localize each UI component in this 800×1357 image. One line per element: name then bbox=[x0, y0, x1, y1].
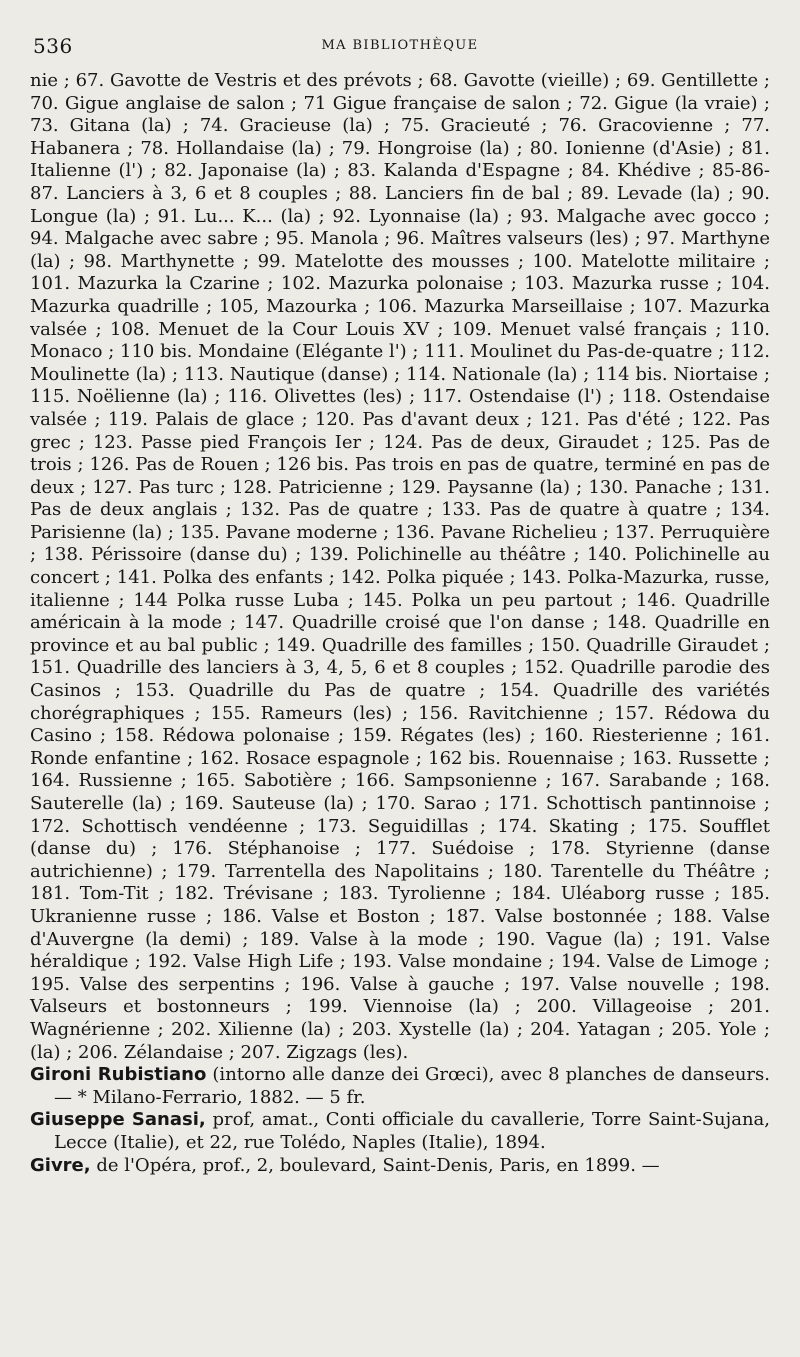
entry-name: Giuseppe Sanasi, bbox=[30, 1109, 206, 1131]
entry-text: prof, amat., Conti officiale du cavallerie, Torre Saint-Sujana, Lecce (Italie), et 22, rue Tolédo, Naples (Italie), 1894. bbox=[54, 1109, 770, 1153]
dance-list-paragraph: nie ; 67. Gavotte de Vestris et des prévots ; 68. Gavotte (vieille) ; 69. Gentillette ; 70. Gigue anglaise de salon ; 71 Gigue française de salon ; 72. Gigue (la vraie) ; 73. Gitana (la) ; 74. Gracieuse (la) ; 75. Gracieuté ; 76. Gracovienne ; 77. Habanera ; 78. Hollandaise (la) ; 79. Hongroise (la) ; 80. Ionienne (d'Asie) ; 81. Italienne (l') ; 82. Japonaise (la) ; 83. Kalanda d'Espagne ; 84. Khédive ; 85-86-87. Lanciers à 3, 6 et 8 couples ; 88. Lanciers fin de bal ; 89. Levade (la) ; 90. Longue (la) ; 91. Lu... K... (la) ; 92. Lyonnaise (la) ; 93. Malgache avec gocco ; 94. Malgache avec sabre ; 95. Manola ; 96. Maîtres valseurs (les) ; 97. Marthyne (la) ; 98. Marthynette ; 99. Matelotte des mousses ; 100. Matelotte militaire ; 101. Mazurka la Czarine ; 102. Mazurka polonaise ; 103. Mazurka russe ; 104. Mazurka quadrille ; 105, Mazourka ; 106. Mazurka Marseillaise ; 107. Mazurka valsée ; 108. Menuet de la Cour Louis XV ; 109. Menuet valsé français ; 110. Monaco ; 110 bis. Mondaine (Elégante l') ; 111. Moulinet du Pas-de-quatre ; 112. Moulinette (la) ; 113. Nautique (danse) ; 114. Nationale (la) ; 114 bis. Niortaise ; 115. Noëlienne (la) ; 116. Olivettes (les) ; 117. Ostendaise (l') ; 118. Ostendaise valsée ; 119. Palais de glace ; 120. Pas d'avant deux ; 121. Pas d'été ; 122. Pas grec ; 123. Passe pied François Ier ; 124. Pas de deux, Giraudet ; 125. Pas de trois ; 126. Pas de Rouen ; 126 bis. Pas trois en pas de quatre, terminé en pas de deux ; 127. Pas turc ; 128. Patricienne ; 129. Paysanne (la) ; 130. Panache ; 131. Pas de deux anglais ; 132. Pas de quatre ; 133. Pas de quatre à quatre ; 134. Parisienne (la) ; 135. Pavane moderne ; 136. Pavane Richelieu ; 137. Perruquière ; 138. Périssoire (danse du) ; 139. Polichinelle au théâtre ; 140. Polichinelle au concert ; 141. Polka des enfants ; 142. Polka piquée ; 143. Polka-Mazurka, russe, italienne ; 144 Polka russe Luba ; 145. Polka un peu partout ; 146. Quadrille américain à la mode ; 147. Quadrille croisé que l'on danse ; 148. Quadrille en province et au bal public ; 149. Quadrille des familles ; 150. Quadrille Giraudet ; 151. Quadrille des lanciers à 3, 4, 5, 6 et 8 couples ; 152. Quadrille parodie des Casinos ; 153. Quadrille du Pas de quatre ; 154. Quadrille des variétés chorégraphiques ; 155. Rameurs (les) ; 156. Ravitchienne ; 157. Rédowa du Casino ; 158. Rédowa polonaise ; 159. Régates (les) ; 160. Riesterienne ; 161. Ronde enfantine ; 162. Rosace espagnole ; 162 bis. Rouennaise ; 163. Russette ; 164. Russienne ; 165. Sabotière ; 166. Sampsonienne ; 167. Sarabande ; 168. Sauterelle (la) ; 169. Sauteuse (la) ; 170. Sarao ; 171. Schottisch pantinnoise ; 172. Schottisch vendéenne ; 173. Seguidillas ; 174. Skating ; 175. Soufflet (danse du) ; 176. Stéphanoise ; 177. Suédoise ; 178. Styrienne (danse autrichienne) ; 179. Tarrentella des Napolitains ; 180. Tarentelle du Théâtre ; 181. Tom-Tit ; 182. Trévisane ; 183. Tyrolienne ; 184. Uléaborg russe ; 185. Ukranienne russe ; 186. Valse et Boston ; 187. Valse bostonnée ; 188. Valse d'Auvergne (la demi) ; 189. Valse à la mode ; 190. Vague (la) ; 191. Valse héraldique ; 192. Valse High Life ; 193. Valse mondaine ; 194. Valse de Limoge ; 195. Valse des serpentins ; 196. Valse à gauche ; 197. Valse nouvelle ; 198. Valseurs et bostonneurs ; 199. Viennoise (la) ; 200. Villageoise ; 201. Wagnérienne ; 202. Xilienne (la) ; 203. Xystelle (la) ; 204. Yatagan ; 205. Yole ; (la) ; 206. Zélandaise ; 207. Zigzags (les). bbox=[30, 70, 770, 1063]
entry-name: Gironi Rubistiano bbox=[30, 1064, 207, 1086]
page-header bbox=[30, 30, 770, 70]
entry-text: (intorno alle danze dei Grœci), avec 8 planches de danseurs. — * Milano-Ferrario, 1882. — 5 fr. bbox=[54, 1064, 770, 1108]
bibliography-entry bbox=[30, 1155, 770, 1178]
running-head: MA BIBLIOTHÈQUE bbox=[321, 38, 479, 53]
entry-name: Givre, bbox=[30, 1154, 91, 1176]
page-number: 536 bbox=[33, 34, 73, 58]
bibliography-entry bbox=[30, 1109, 770, 1154]
bibliography-entry bbox=[30, 1064, 770, 1109]
entry-text: de l'Opéra, prof., 2, boulevard, Saint-Denis, Paris, en 1899. — bbox=[90, 1154, 660, 1176]
